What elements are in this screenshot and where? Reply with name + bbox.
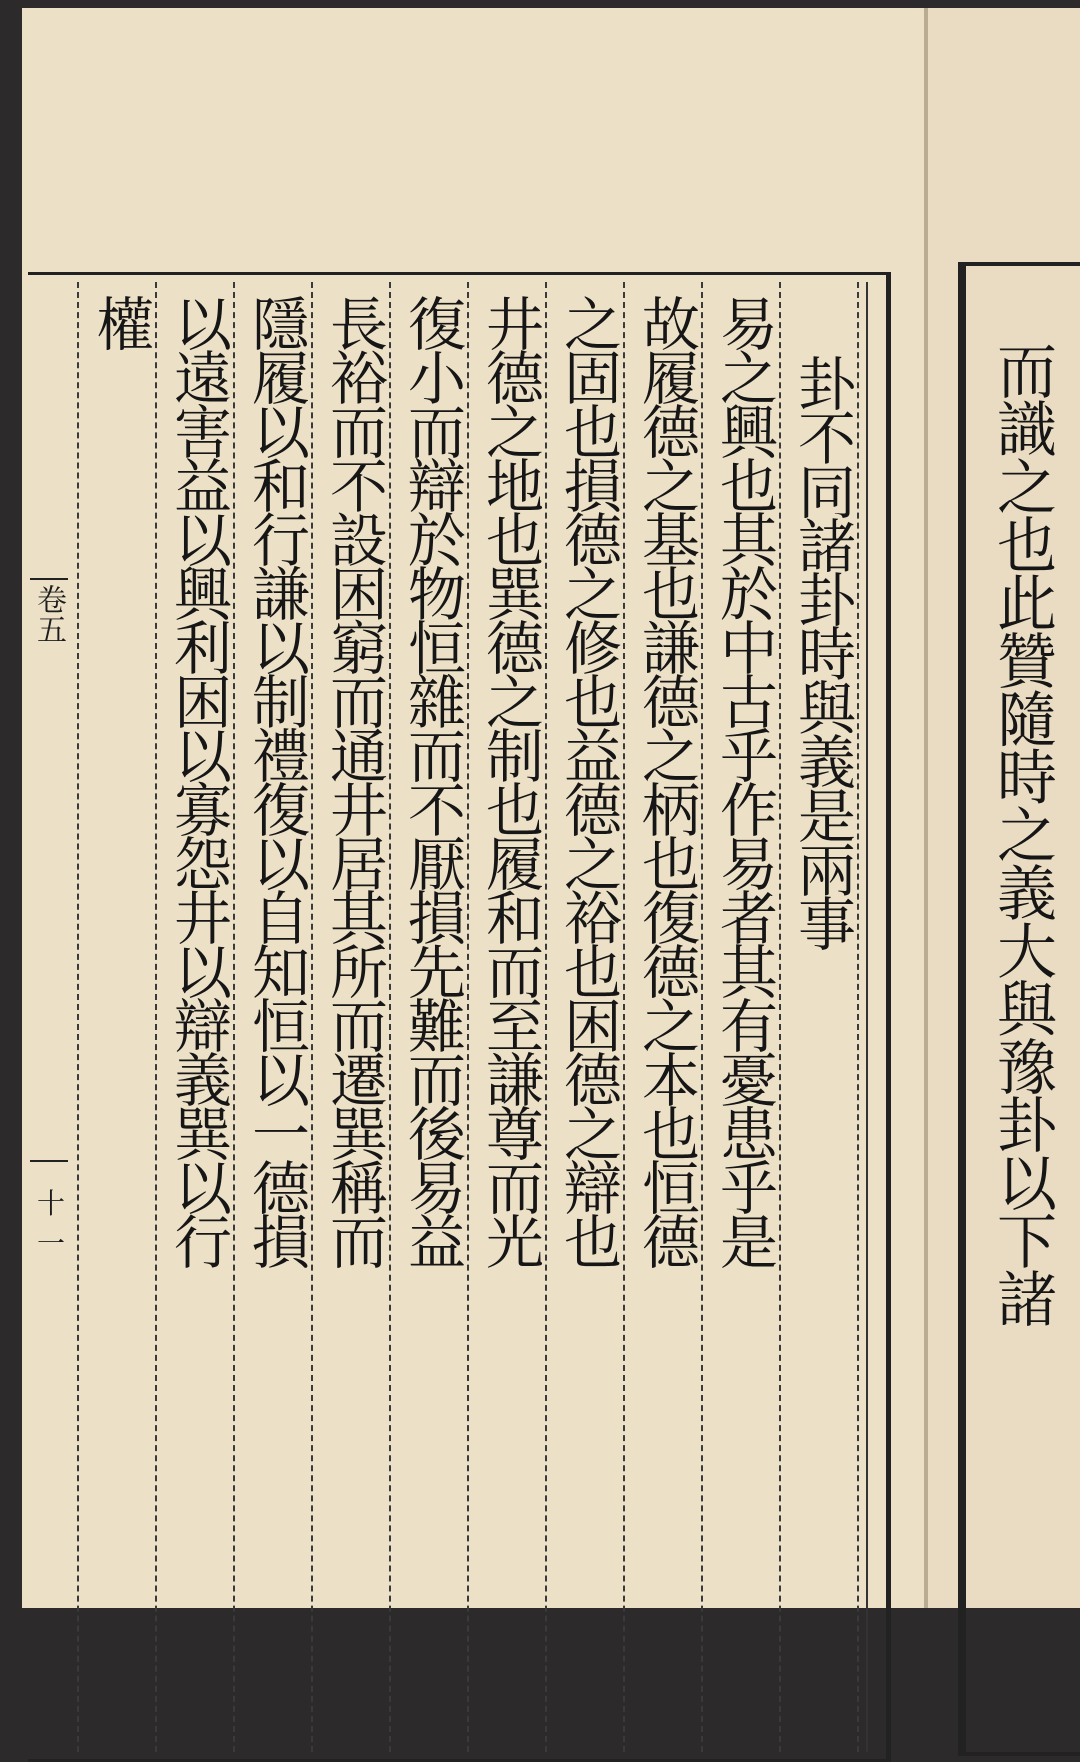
text-column-6: 復小而辯於物恒雜而不厭損先難而後易益 xyxy=(398,294,466,1266)
text-column-2: 易之興也其於中古乎作易者其有憂患乎是 xyxy=(710,294,778,1266)
fold-mark xyxy=(30,1160,68,1162)
next-page-column: 而識之也此贊隨時之義大與豫卦以下諸 xyxy=(987,340,1057,1326)
fold-mark xyxy=(30,578,68,580)
text-column-3: 故履德之基也謙德之柄也復德之本也恒德 xyxy=(632,294,700,1266)
text-column-5: 井德之地也巽德之制也履和而至謙尊而光 xyxy=(476,294,544,1266)
page-number: 十一 xyxy=(36,1187,65,1260)
text-column-10: 權 xyxy=(86,294,154,348)
fold-label: 卷五 xyxy=(31,584,66,644)
text-column-9: 以遠害益以興利困以寡怨井以辯義巽以行 xyxy=(164,294,232,1266)
frame-inner-rule xyxy=(866,282,868,1752)
text-column-7: 長裕而不設困窮而通井居其所而遷巽稱而 xyxy=(320,294,388,1266)
text-column-8: 隱履以和行謙以制禮復以自知恒以一德損 xyxy=(242,294,310,1266)
column-rule xyxy=(77,282,79,1752)
text-column-4: 之固也損德之修也益德之裕也困德之辯也 xyxy=(554,294,622,1266)
text-column-1: 卦不同諸卦時與義是兩事 xyxy=(788,354,856,948)
